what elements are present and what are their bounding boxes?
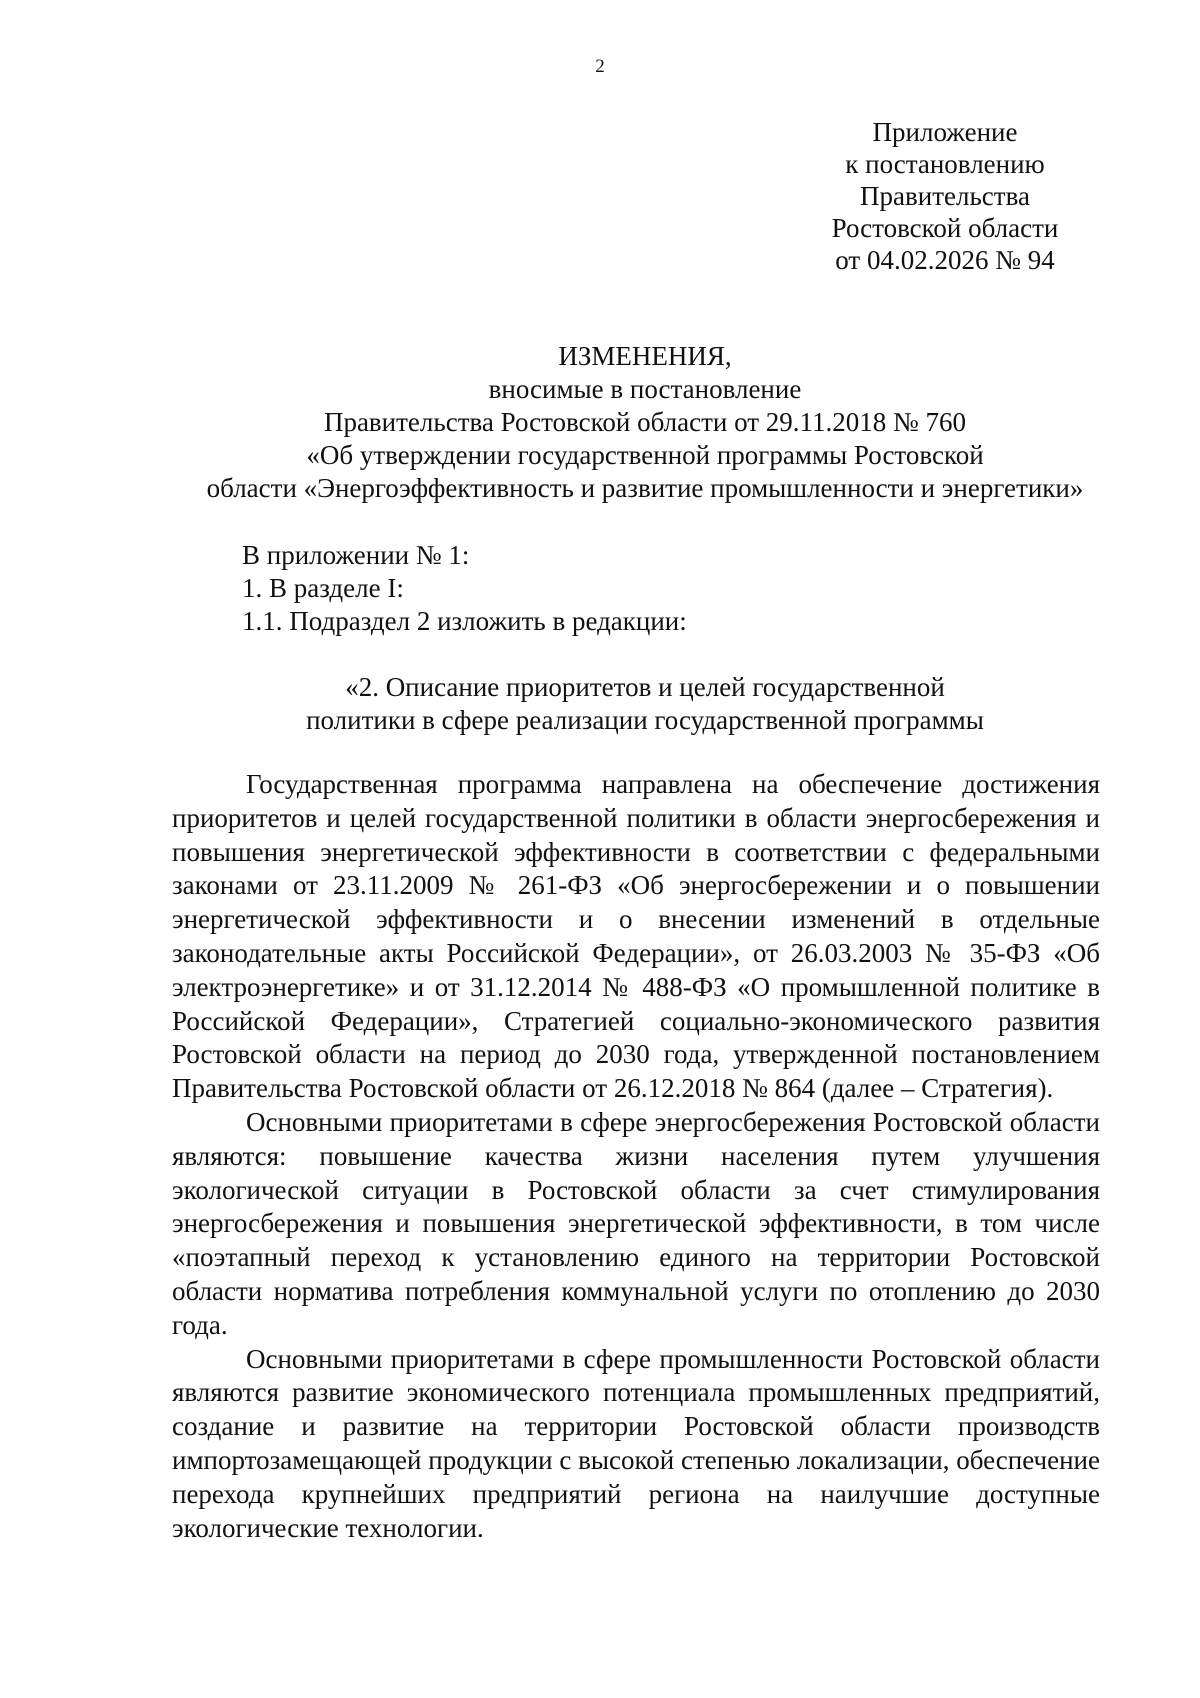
appendix-date-number: от 04.02.2026 № 94 xyxy=(835,245,1055,275)
document-title: ИЗМЕНЕНИЯ, xyxy=(558,341,732,371)
header-line: вносимые в постановление xyxy=(488,374,802,404)
header-line: «Об утверждении государственной программы Ростовской xyxy=(306,440,984,470)
appendix-line: Правительства xyxy=(860,181,1030,211)
changes-header xyxy=(180,340,1110,505)
appendix-line: Приложение xyxy=(872,117,1018,147)
page-number: 2 xyxy=(595,56,605,77)
instruction-line: 1.1. Подраздел 2 изложить в редакции: xyxy=(242,606,687,636)
instruction-line: 1. В разделе I: xyxy=(242,573,404,603)
subsection-title xyxy=(180,671,1110,737)
amendment-instructions xyxy=(242,539,1042,638)
body-paragraph: Основными приоритетами в сфере промышленности Ростовской области являются развитие экономического потенциала промышленных предприятий, создание и развитие на территории Ростовской области производств импортозамещающей продукции с высокой степенью локализации, обеспечение перехода крупнейших предприятий региона на наилучшие доступные экологические технологии. xyxy=(172,1343,1100,1543)
body-paragraph: Государственная программа направлена на обеспечение достижения приоритетов и целей государственной политики в области энергосбережения и повышения энергетической эффективности в соответствии с федеральными законами от 23.11.2009 № 261-ФЗ «Об энергосбережении и о повышении энергетической эффективности и о внесении изменений в отдельные законодательные акты Российской Федерации», от 26.03.2003 № 35-ФЗ «Об электроэнергетике» и от 31.12.2014 № 488-ФЗ «О промышленной политике в Российской Федерации», Стратегией социально-экономического развития Ростовской области на период до 2030 года, утвержденной постановлением Правительства Ростовской области от 26.12.2018 № 864 (далее – Стратегия). xyxy=(172,769,1100,1104)
header-line: области «Энергоэффективность и развитие промышленности и энергетики» xyxy=(206,473,1084,503)
appendix-line: к постановлению xyxy=(845,149,1045,179)
instruction-line: В приложении № 1: xyxy=(242,540,470,570)
subsection-title-line: политики в сфере реализации государственной программы xyxy=(306,705,984,735)
appendix-line: Ростовской области xyxy=(831,213,1059,243)
body-text xyxy=(172,768,1100,1545)
body-paragraph: Основными приоритетами в сфере энергосбережения Ростовской области являются: повышение качества жизни населения путем улучшения экологической ситуации в Ростовской области за счет стимулирования энергосбережения и повышения энергетической эффективности, в том числе «поэтапный переход к установлению единого на территории Ростовской области норматива потребления коммунальной услуги по отоплению до 2030 года. xyxy=(172,1106,1100,1340)
header-line: Правительства Ростовской области от 29.11.2018 № 760 xyxy=(323,407,967,437)
appendix-stamp xyxy=(820,116,1070,276)
subsection-title-line: «2. Описание приоритетов и целей государственной xyxy=(345,672,945,702)
